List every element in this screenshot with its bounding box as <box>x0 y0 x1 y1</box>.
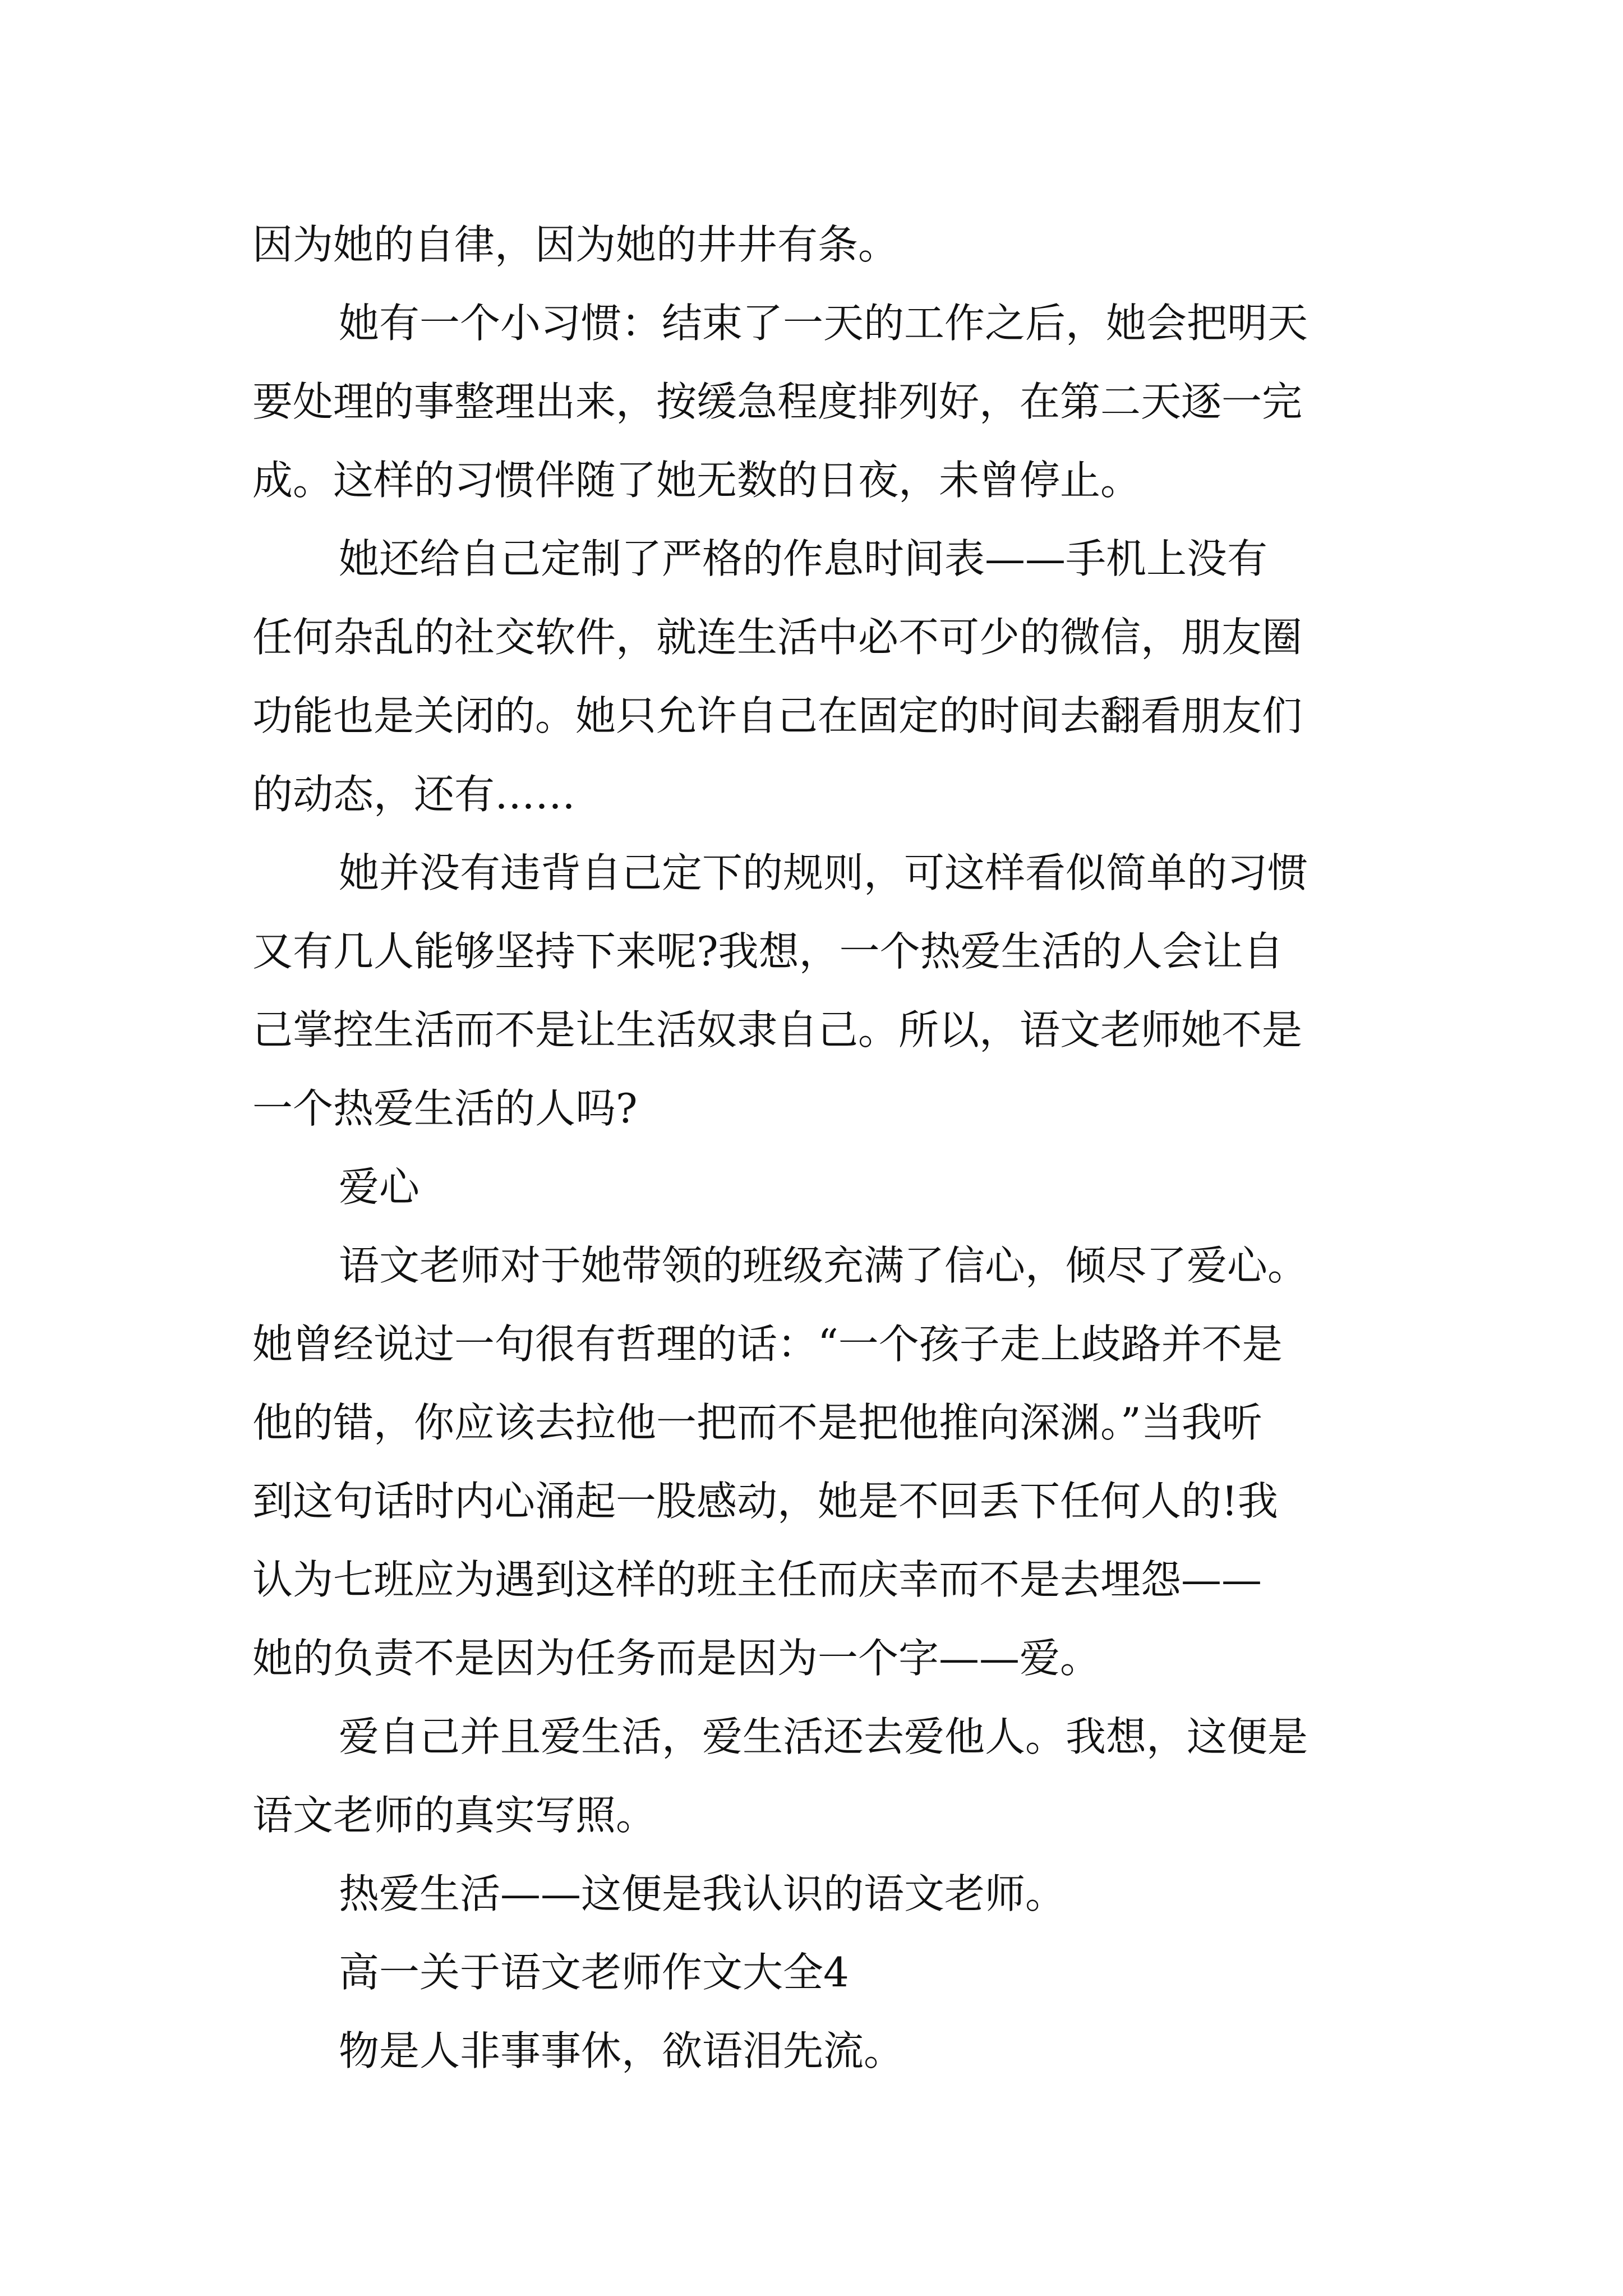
text-line: 的动态，还有…… <box>252 771 576 818</box>
text-line: 到这句话时内心涌起一股感动，她是不回丢下任何人的!我 <box>252 1478 1278 1525</box>
text-line: 成。这样的习惯伴随了她无数的日夜，未曾停止。 <box>252 457 1141 504</box>
paragraph-first-line: 她有一个小习惯：结束了一天的工作之后，她会把明天 <box>339 300 1308 347</box>
text-line: 要处理的事整理出来，按缓急程度排列好，在第二天逐一完 <box>252 378 1303 425</box>
text-line: 语文老师的真实写照。 <box>252 1792 657 1839</box>
text-line: 功能也是关闭的。她只允许自己在固定的时间去翻看朋友们 <box>252 692 1303 739</box>
section-heading: 爱心 <box>339 1163 420 1211</box>
paragraph-first-line: 她并没有违背自己定下的规则，可这样看似简单的习惯 <box>339 849 1308 896</box>
text-line: 她曾经说过一句很有哲理的话：“一个孩子走上歧路并不是 <box>252 1320 1283 1368</box>
paragraph-first-line: 她还给自己定制了严格的作息时间表——手机上没有 <box>339 535 1268 582</box>
text-line: 认为七班应为遇到这样的班主任而庆幸而不是去埋怨—— <box>252 1556 1262 1603</box>
text-line: 一个热爱生活的人吗? <box>252 1085 638 1132</box>
paragraph-first-line: 语文老师对于她带领的班级充满了信心，倾尽了爱心。 <box>339 1242 1308 1289</box>
paragraph-first-line: 爱自己并且爱生活，爱生活还去爱他人。我想，这便是 <box>339 1713 1308 1760</box>
text-line: 因为她的自律，因为她的井井有条。 <box>252 221 899 268</box>
essay-title: 高一关于语文老师作文大全4 <box>339 1949 849 1996</box>
text-line: 己掌控生活而不是让生活奴隶自己。所以，语文老师她不是 <box>252 1006 1303 1053</box>
text-line: 又有几人能够坚持下来呢?我想，一个热爱生活的人会让自 <box>252 928 1284 975</box>
paragraph-first-line: 物是人非事事休，欲语泪先流。 <box>339 2027 905 2074</box>
paragraph-first-line: 热爱生活——这便是我认识的语文老师。 <box>339 1870 1066 1917</box>
text-line: 他的错，你应该去拉他一把而不是把他推向深渊。”当我听 <box>252 1399 1262 1446</box>
text-line: 任何杂乱的社交软件，就连生活中必不可少的微信，朋友圈 <box>252 614 1303 661</box>
text-line: 她的负责不是因为任务而是因为一个字——爱。 <box>252 1635 1101 1682</box>
